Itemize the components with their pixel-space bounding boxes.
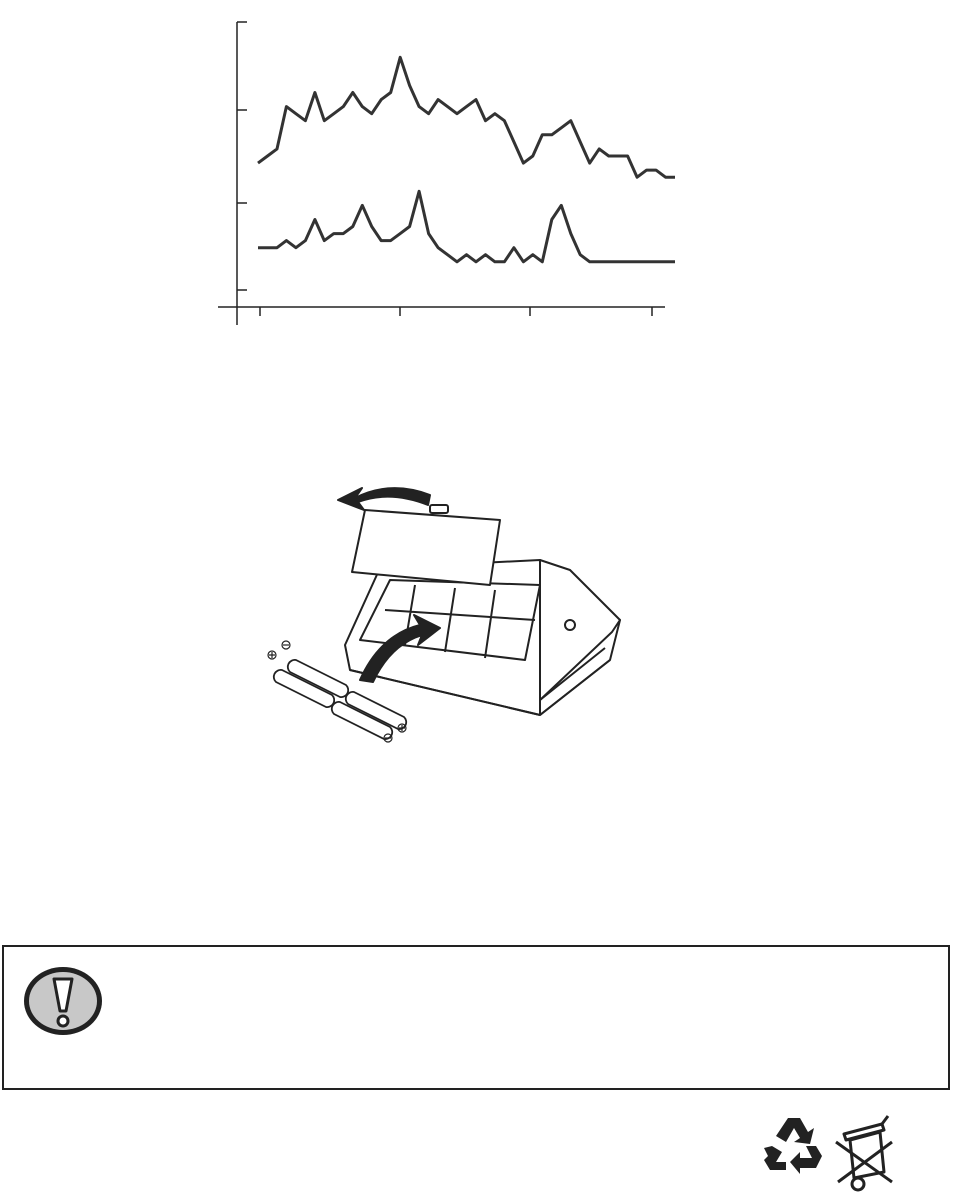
series-line-2	[258, 191, 675, 261]
series-line-1	[258, 57, 675, 177]
cover-latch	[430, 505, 448, 513]
recycle-icon	[762, 1112, 826, 1176]
battery-installation-illustration	[240, 460, 660, 760]
line-chart	[0, 0, 955, 340]
series-layer	[258, 57, 675, 261]
chart-axes	[218, 22, 665, 325]
battery-cover	[352, 510, 500, 585]
exclamation-badge-icon	[22, 965, 104, 1037]
warning-box	[2, 945, 950, 1090]
remove-cover-arrow	[338, 488, 430, 510]
crossed-bin-icon	[832, 1112, 896, 1192]
